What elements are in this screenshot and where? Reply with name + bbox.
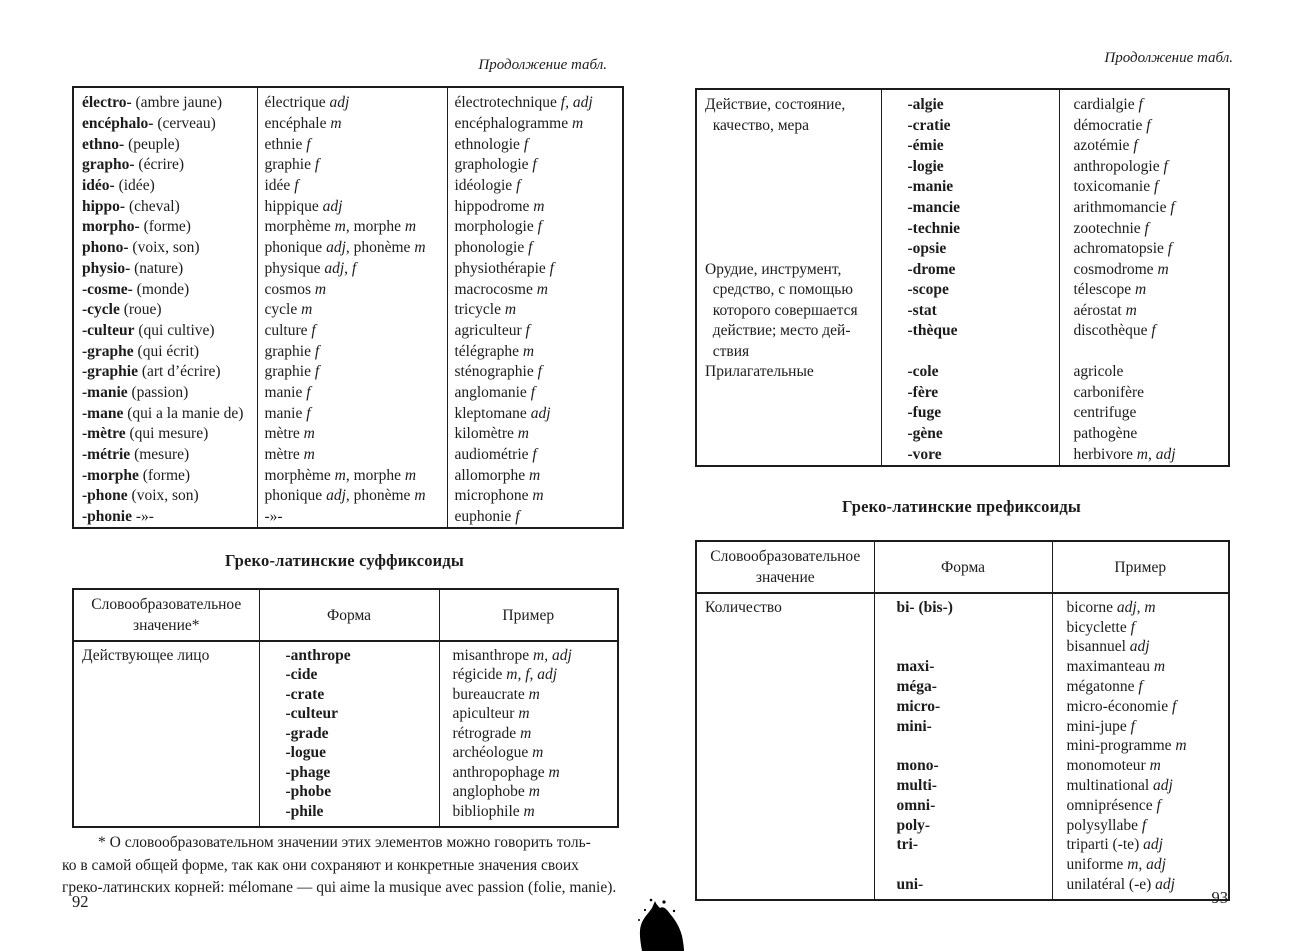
table-cell: toxicomanie f [1059,177,1229,198]
table-cell [696,816,874,836]
table-cell: -technie [881,218,1059,239]
table-cell: -crate [259,685,439,705]
table-cell: anglophobe m [439,783,618,803]
table-cell: cycle m [257,300,447,321]
table-cell: apiculteur m [439,705,618,725]
column-header: Форма [874,541,1052,593]
table-cell: cardialgie f [1059,89,1229,116]
table-row [696,424,1229,445]
table-row [696,383,1229,404]
table-row [73,217,623,238]
table-row [696,218,1229,239]
table-cell: ethnie f [257,134,447,155]
table-cell: bureaucrate m [439,685,618,705]
table-cell: -graphe (qui écrit) [82,342,200,360]
table-cell: culture f [257,321,447,342]
table-cell: kleptomane adj [447,403,623,424]
table-row [73,465,623,486]
table-cell: -manie [881,177,1059,198]
table-cell: idéo- (idée) [82,177,155,195]
table-cell [696,136,881,157]
table-row [696,618,1229,638]
table-row [73,744,618,764]
table-row [696,342,1229,363]
heading-prefixoids: Греко-латинские префиксоиды [842,497,1081,516]
table-cell: ствия [705,342,750,360]
column-header: Пример [439,589,618,641]
table-cell: méga- [874,677,1052,697]
table-row [73,341,623,362]
table-row [696,836,1229,856]
table-cell: Действующее лицо [82,646,210,664]
table-cell: bisannuel adj [1052,638,1229,658]
table-cell [73,724,259,744]
table-cell: morpho- (forme) [82,218,191,236]
table-cell [73,802,259,827]
table-row [696,157,1229,178]
table-row [696,280,1229,301]
table-cell: triparti (-te) adj [1052,836,1229,856]
table-cell: arithmomancie f [1059,198,1229,219]
footnote-line: ко в самой общей форме, так как они сохраняют и конкретные значения своих [62,856,579,874]
table-cell [696,403,881,424]
table-row [73,424,623,445]
table-cell [696,198,881,219]
table-cell: herbivore m, adj [1059,444,1229,466]
table-cell: télescope m [1059,280,1229,301]
table-cell: -opsie [881,239,1059,260]
table-row [73,724,618,744]
table-cell [73,666,259,686]
table-cell: graphologie f [447,155,623,176]
table-cell: -manie (passion) [82,383,189,401]
heading-suffixoids: Греко-латинские суффиксоиды [224,551,465,570]
table-cell [696,657,874,677]
table-row [73,802,618,827]
table-cell: uni- [874,875,1052,900]
table-row [73,238,623,259]
table-cell: mégatonne f [1052,677,1229,697]
table-cell: cosmos m [257,279,447,300]
table-cell: encéphale m [257,114,447,135]
table-cell: misanthrope m, adj [439,641,618,666]
table-cell: azotémie f [1059,136,1229,157]
table-cell: zootechnie f [1059,218,1229,239]
table-cell: -fuge [881,403,1059,424]
table-cell [696,796,874,816]
footnote-line: греко-латинских корней: mélomane — qui aime la musique avec passion (folie, manie). [62,879,617,896]
table-cell [696,875,874,900]
table-row [696,776,1229,796]
table-row [696,737,1229,757]
table-cell: bicyclette f [1052,618,1229,638]
table-cell: mini-jupe f [1052,717,1229,737]
table-cell: anglomanie f [447,383,623,404]
table-cell: -cosme- (monde) [82,280,190,298]
table-cell: -algie [881,89,1059,116]
table-cell: aérostat m [1059,300,1229,321]
table-row [73,666,618,686]
table-cell: électrique adj [257,87,447,114]
table-row [73,763,618,783]
table-cell [874,737,1052,757]
table-cell: grapho- (écrire) [82,156,185,174]
table-row [73,114,623,135]
table-cell: achromatopsie f [1059,239,1229,260]
table-row [696,444,1229,466]
table-row [73,486,623,507]
column-header: Пример [1052,541,1229,593]
table-cell: mini-programme m [1052,737,1229,757]
header-row [696,541,1229,593]
table-row [696,717,1229,737]
table-cell: -métrie (mesure) [82,446,190,464]
table-cell: mono- [874,756,1052,776]
table-row [73,196,623,217]
table-cell: которого совершается [705,301,858,319]
table-cell: cosmodrome m [1059,259,1229,280]
table-cell: -scope [881,280,1059,301]
table-cell: sténographie f [447,362,623,383]
table-cell: démocratie f [1059,116,1229,137]
table-row [73,362,623,383]
table-cell: macrocosme m [447,279,623,300]
table-cell: agriculteur f [447,321,623,342]
table-row [73,259,623,280]
table-cell: -morphe (forme) [82,466,191,484]
table-cell: hippique adj [257,196,447,217]
table-cell: mini- [874,717,1052,737]
table-cell: physiothérapie f [447,259,623,280]
table-cell: carbonifère [1059,383,1229,404]
table-cell: -logue [259,744,439,764]
table-row [73,87,623,114]
table-cell: physique adj, f [257,259,447,280]
table-cell: micro-économie f [1052,697,1229,717]
table-cell: anthropologie f [1059,157,1229,178]
table-cell: encéphalogramme m [447,114,623,135]
table-row [73,783,618,803]
table-cell: phonologie f [447,238,623,259]
table-cell: -anthrope [259,641,439,666]
table-cell: -cratie [881,116,1059,137]
suffixoid-meaning-table [72,588,619,828]
table-cell: действие; место дей- [705,322,851,340]
table-cell: archéologue m [439,744,618,764]
table-cell: manie f [257,383,447,404]
footnote [62,832,654,900]
table-cell: -cole [881,362,1059,383]
table-cell: bibliophile m [439,802,618,827]
table-cell: rétrograde m [439,724,618,744]
table-cell [1059,342,1229,363]
table-cell: multi- [874,776,1052,796]
table-row [696,239,1229,260]
table-row [696,677,1229,697]
table-row [73,300,623,321]
table-cell: poly- [874,816,1052,836]
table-cell: graphie f [257,155,447,176]
table-cell: morphème m, morphe m [257,465,447,486]
table-cell: -gène [881,424,1059,445]
table-cell: -phage [259,763,439,783]
table-cell: physio- (nature) [82,259,184,277]
table-cell [696,444,881,466]
table-cell: -»- [257,507,447,529]
table-row [73,641,618,666]
continuation-label-right: Продолжение табл. [1104,50,1233,66]
table-cell: -émie [881,136,1059,157]
table-row [696,321,1229,342]
table-cell [696,776,874,796]
table-cell: ethnologie f [447,134,623,155]
table-cell: -drome [881,259,1059,280]
table-cell [881,342,1059,363]
table-cell: idéologie f [447,176,623,197]
table-cell: graphie f [257,341,447,362]
column-header: Словообразовательное значение* [73,589,259,641]
table-cell: télégraphe m [447,341,623,362]
table-cell: -phonie -»- [82,508,154,526]
table-cell: bi- (bis-) [874,593,1052,618]
table-cell: multinational adj [1052,776,1229,796]
table-row [696,198,1229,219]
table-cell [696,638,874,658]
table-cell: manie f [257,403,447,424]
table-cell: audiométrie f [447,445,623,466]
table-cell: phono- (voix, son) [82,239,200,257]
table-cell: bicorne adj, m [1052,593,1229,618]
table-cell: Орудие, инструмент, [705,260,842,278]
table-cell: uniforme m, adj [1052,855,1229,875]
table-row [73,134,623,155]
table-row [696,259,1229,280]
column-header: Словообразовательное значение [696,541,874,593]
table-cell: -cide [259,666,439,686]
header-row [73,589,618,641]
table-row [696,796,1229,816]
table-cell: agricole [1059,362,1229,383]
table-row [73,507,623,529]
table-row [696,855,1229,875]
table-row [73,685,618,705]
table-cell: hippodrome m [447,196,623,217]
table-cell [73,685,259,705]
table-row [696,756,1229,776]
table-cell: allomorphe m [447,465,623,486]
suffixoid-continuation-table-right [695,88,1230,467]
table-cell: encéphalo- (cerveau) [82,115,216,133]
table-cell: électro- (ambre jaune) [82,94,222,112]
table-row [696,657,1229,677]
table-cell: mètre m [257,445,447,466]
table-row [73,445,623,466]
table-row [73,383,623,404]
table-cell: -logie [881,157,1059,178]
table-cell [696,756,874,776]
table-cell: pathogène [1059,424,1229,445]
table-cell: anthropophage m [439,763,618,783]
table-cell: ethno- (peuple) [82,135,180,153]
table-row [696,136,1229,157]
table-row [696,89,1229,116]
table-cell: -cycle (roue) [82,301,162,319]
table-cell: discothèque f [1059,321,1229,342]
table-cell: morphème m, morphe m [257,217,447,238]
table-cell: -phobe [259,783,439,803]
table-cell: phonique adj, phonème m [257,238,447,259]
table-cell [696,836,874,856]
table-cell: régicide m, f, adj [439,666,618,686]
table-row [73,176,623,197]
table-cell: électrotechnique f, adj [447,87,623,114]
table-cell [696,218,881,239]
table-cell [696,855,874,875]
table-cell [696,424,881,445]
table-cell: -graphie (art d’écrire) [82,363,221,381]
table-cell: Прилагательные [705,363,814,381]
table-row [696,638,1229,658]
table-row [73,155,623,176]
table-row [696,593,1229,618]
suffixoid-continuation-table-left [72,86,624,529]
table-row [696,816,1229,836]
table-cell: phonique adj, phonème m [257,486,447,507]
table-cell [73,763,259,783]
table-cell: micro- [874,697,1052,717]
table-cell: idée f [257,176,447,197]
table-cell: maximanteau m [1052,657,1229,677]
table-cell [696,717,874,737]
table-cell [696,737,874,757]
table-cell: -mane (qui a la manie de) [82,404,244,422]
table-cell: omniprésence f [1052,796,1229,816]
table-cell: -mancie [881,198,1059,219]
table-cell [696,177,881,198]
table-cell: omni- [874,796,1052,816]
table-cell: unilatéral (-e) adj [1052,875,1229,900]
table-cell [696,697,874,717]
table-cell: -fère [881,383,1059,404]
table-cell: -mètre (qui mesure) [82,425,209,443]
table-cell: graphie f [257,362,447,383]
table-row [696,697,1229,717]
table-cell [874,618,1052,638]
table-cell [874,855,1052,875]
column-header: Форма [259,589,439,641]
table-cell: -culteur (qui cultive) [82,321,215,339]
table-cell: Действие, состояние, [705,96,846,114]
table-cell [696,157,881,178]
page-number-left: 92 [72,892,89,911]
table-cell: Количество [705,598,782,616]
table-cell: hippo- (cheval) [82,197,180,215]
table-cell: -vore [881,444,1059,466]
table-cell [73,783,259,803]
footnote-rule [72,826,168,828]
table-cell: mètre m [257,424,447,445]
table-row [696,116,1229,137]
table-cell: tri- [874,836,1052,856]
table-row [73,403,623,424]
table-cell: -thèque [881,321,1059,342]
table-cell: morphologie f [447,217,623,238]
ink-blot-icon [627,898,701,951]
table-cell: tricycle m [447,300,623,321]
footnote-line: * О словообразовательном значении этих элементов можно говорить толь- [98,834,591,851]
table-cell: polysyllabe f [1052,816,1229,836]
prefixoid-table [695,540,1230,901]
table-cell: microphone m [447,486,623,507]
table-cell: -phile [259,802,439,827]
table-cell: -phone (voix, son) [82,487,199,505]
table-cell: качество, мера [705,116,810,134]
table-cell [696,239,881,260]
table-row [73,321,623,342]
table-cell: -grade [259,724,439,744]
table-cell: euphonie f [447,507,623,529]
table-cell: kilomètre m [447,424,623,445]
table-row [696,177,1229,198]
table-cell: -culteur [259,705,439,725]
continuation-label-left: Продолжение табл. [478,57,607,73]
table-cell [73,744,259,764]
table-cell: centrifuge [1059,403,1229,424]
table-cell [696,618,874,638]
table-cell: -stat [881,300,1059,321]
page-number-right: 93 [1211,888,1228,907]
table-cell: monomoteur m [1052,756,1229,776]
table-row [696,300,1229,321]
table-cell [696,677,874,697]
table-row [696,875,1229,900]
table-cell: maxi- [874,657,1052,677]
table-cell [696,383,881,404]
table-cell: средство, с помощью [705,281,853,299]
table-row [73,705,618,725]
table-cell [73,705,259,725]
table-row [73,279,623,300]
table-row [696,362,1229,383]
table-cell [874,638,1052,658]
table-row [696,403,1229,424]
